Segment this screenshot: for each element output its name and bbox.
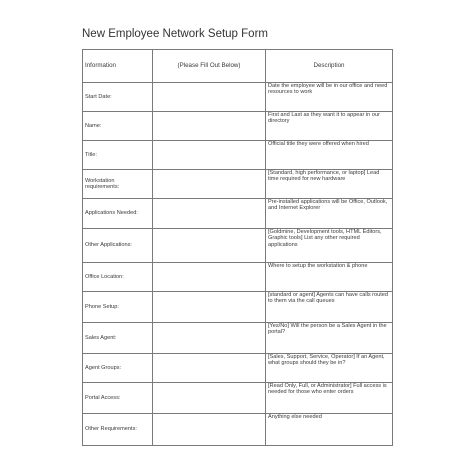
table-row [83, 383, 393, 414]
row-label: Agent Groups: [83, 354, 153, 383]
row-description: Pre-installed applications will be Office, Outlook, and Internet Explorer [266, 199, 393, 229]
row-label: Phone Setup: [83, 292, 153, 323]
row-description: [standard or agent] Agents can have calls routed to them via the call queues [266, 292, 393, 323]
fill-cell-portal-access[interactable] [153, 383, 266, 414]
row-label: Portal Access: [83, 383, 153, 414]
page-title: New Employee Network Setup Form [82, 28, 268, 40]
row-description: [Standard, high performance, or laptop] Lead time required for new hardware [266, 170, 393, 199]
table-row [83, 170, 393, 199]
row-description: [Read Only, Full, or Administrator] Full access is needed for those who enter orders [266, 383, 393, 414]
row-label: Workstation requirements: [83, 170, 153, 199]
row-description: Official title they were offered when hired [266, 141, 393, 170]
row-description: Anything else needed [266, 414, 393, 446]
row-label: Other Applications: [83, 229, 153, 263]
table-row [83, 292, 393, 323]
fill-cell-start-date[interactable] [153, 83, 266, 112]
fill-cell-applications[interactable] [153, 199, 266, 229]
header-description: Description [266, 50, 393, 83]
row-label: Office Location: [83, 263, 153, 292]
fill-cell-sales-agent[interactable] [153, 323, 266, 354]
header-information: Information [83, 50, 153, 83]
header-fill: (Please Fill Out Below) [153, 50, 266, 83]
fill-cell-name[interactable] [153, 112, 266, 141]
table-row [83, 83, 393, 112]
table-row [83, 354, 393, 383]
row-description: First and Last as they want it to appear in our directory [266, 112, 393, 141]
table-row [83, 414, 393, 446]
row-label: Other Requirements: [83, 414, 153, 446]
setup-form-table [82, 49, 393, 446]
table-row [83, 141, 393, 170]
table-row [83, 263, 393, 292]
row-description: Date the employee will be in our office and need resources to work [266, 83, 393, 112]
row-label: Sales Agent: [83, 323, 153, 354]
table-header-row [83, 50, 393, 83]
table-row [83, 199, 393, 229]
row-description: Where to setup the workstation & phone [266, 263, 393, 292]
row-label: Name: [83, 112, 153, 141]
row-description: [Goldmine, Development tools, HTML Editors, Graphic tools] List any other required applications [266, 229, 393, 263]
row-description: [Yes/No] Will the person be a Sales Agent in the portal? [266, 323, 393, 354]
row-label: Start Date: [83, 83, 153, 112]
row-label: Applications Needed: [83, 199, 153, 229]
row-description: [Sales, Support, Service, Operator] If an Agent, what groups should they be in? [266, 354, 393, 383]
fill-cell-other-applications[interactable] [153, 229, 266, 263]
fill-cell-title[interactable] [153, 141, 266, 170]
fill-cell-workstation[interactable] [153, 170, 266, 199]
table-row [83, 323, 393, 354]
fill-cell-office-location[interactable] [153, 263, 266, 292]
fill-cell-other-requirements[interactable] [153, 414, 266, 446]
fill-cell-phone-setup[interactable] [153, 292, 266, 323]
row-label: Title: [83, 141, 153, 170]
table-row [83, 112, 393, 141]
fill-cell-agent-groups[interactable] [153, 354, 266, 383]
table-row [83, 229, 393, 263]
